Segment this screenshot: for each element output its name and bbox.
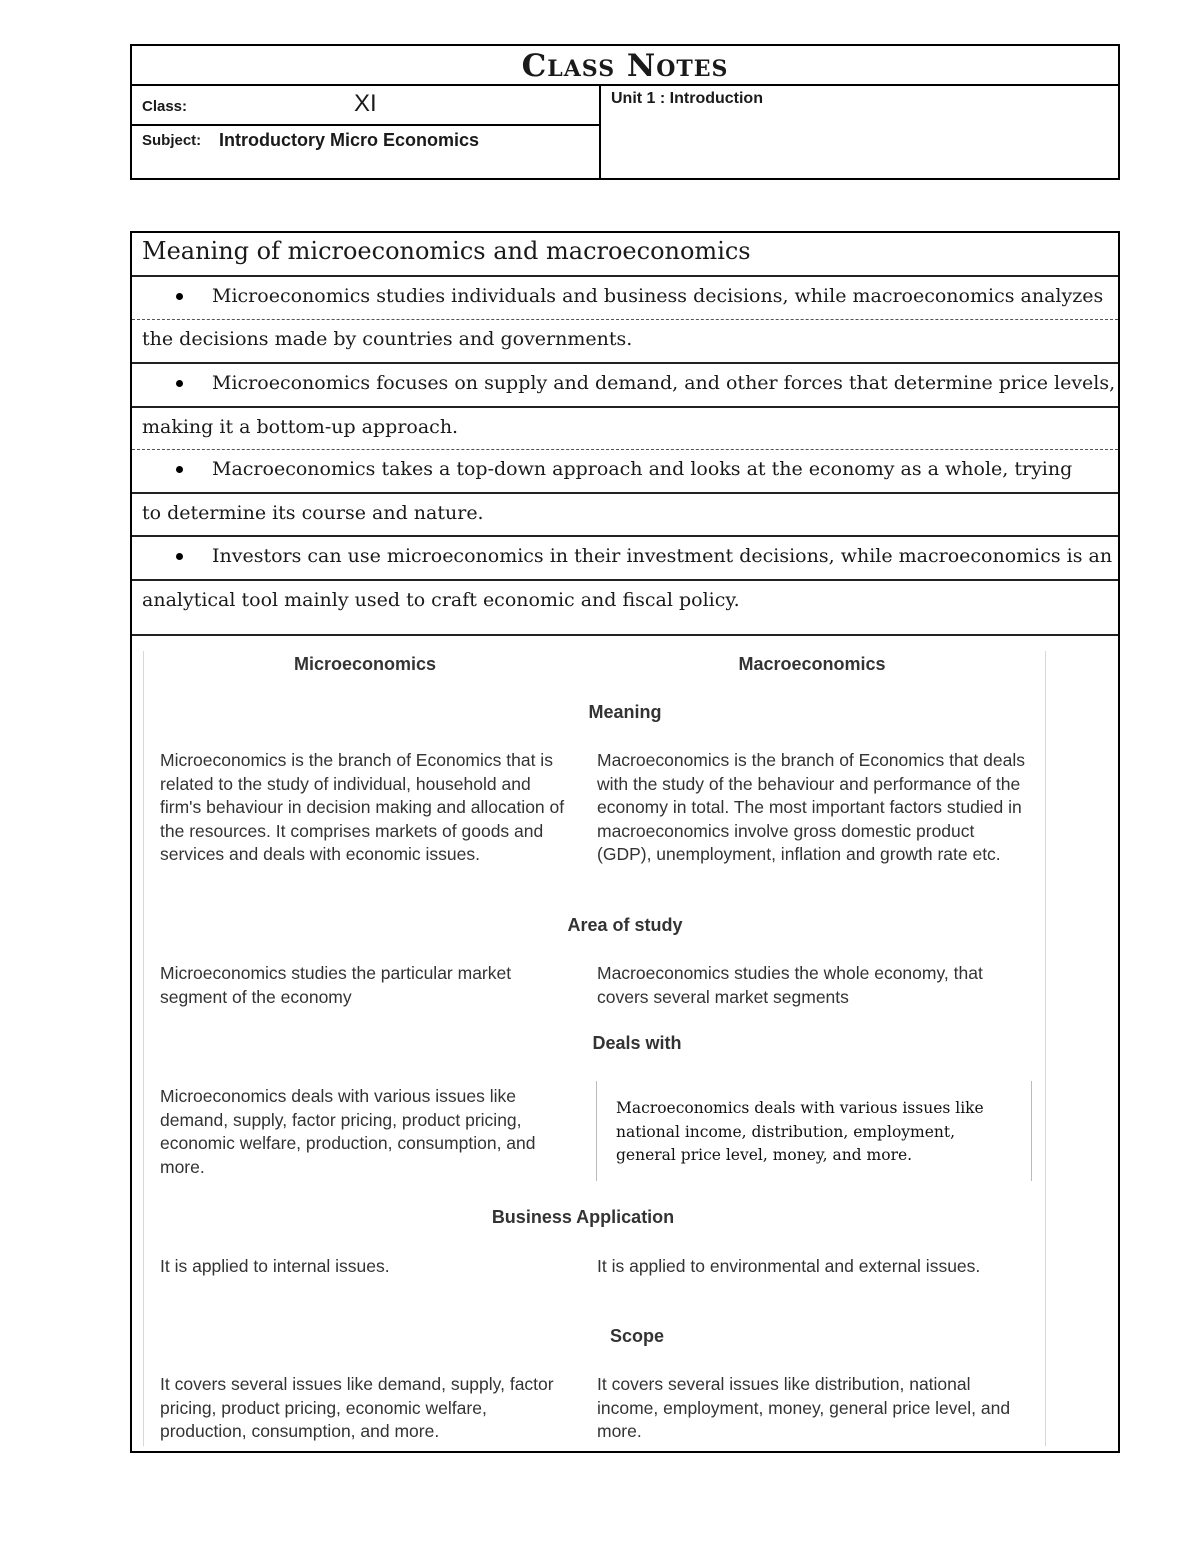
row-label: Scope [609, 1326, 665, 1346]
micro-cell: It covers several issues like demand, supply, factor pricing, product pricing, economic welfare, production, consumption, and more. [160, 1374, 554, 1441]
class-notes-header [130, 44, 1120, 180]
column-header-macro: Macroeconomics [738, 654, 886, 674]
header-title: Class Notes [132, 46, 1118, 86]
bullet-continuation: making it a bottom-up approach. [132, 406, 1118, 449]
bullet-point: Macroeconomics takes a top-down approach and looks at the economy as a whole, trying [132, 449, 1118, 493]
subject-value: Introductory Micro Economics [219, 130, 480, 150]
table-divider [1031, 1081, 1032, 1181]
row-label: Area of study [567, 915, 683, 935]
row-label: Deals with [592, 1033, 682, 1053]
macro-cell: Macroeconomics studies the whole economy, that covers several market segments [597, 963, 983, 1007]
bullet-point: Investors can use microeconomics in their investment decisions, while macroeconomics is an [132, 535, 1118, 579]
bullet-icon [176, 293, 183, 300]
bullet-point: Microeconomics focuses on supply and demand, and other forces that determine price levels, [132, 362, 1118, 406]
subject-label: Subject: [142, 132, 202, 149]
comparison-table [132, 634, 1118, 1453]
table-divider [596, 1081, 597, 1181]
bullet-continuation: analytical tool mainly used to craft economic and fiscal policy. [132, 579, 1118, 622]
row-label: Meaning [588, 702, 662, 722]
unit-cell [601, 86, 1118, 180]
column-header-micro: Microeconomics [293, 654, 437, 674]
macro-cell: It covers several issues like distribution, national income, employment, money, general price level, and more. [597, 1374, 1011, 1441]
subject-cell [132, 126, 601, 180]
bullet-continuation: the decisions made by countries and governments. [132, 319, 1118, 362]
macro-cell: Macroeconomics deals with various issues like national income, distribution, employment, general price level, money, and more. [616, 1099, 984, 1164]
notes-content [130, 231, 1120, 1453]
micro-cell: Microeconomics studies the particular market segment of the economy [160, 963, 512, 1007]
class-value: XI [354, 90, 377, 117]
unit-label: Unit 1 : Introduction [611, 90, 763, 107]
class-cell [132, 86, 601, 126]
micro-cell: Microeconomics deals with various issues like demand, supply, factor pricing, product pricing, economic welfare, production, consumption, and more. [160, 1086, 536, 1177]
section-heading: Meaning of microeconomics and macroeconomics [142, 237, 751, 265]
row-label: Business Application [491, 1207, 675, 1227]
bullet-continuation: to determine its course and nature. [132, 492, 1118, 535]
micro-cell: Microeconomics is the branch of Economics that is related to the study of individual, household and firm's behaviour in decision making and allocation of the resources. It comprises markets of goods and services and deals with economic issues. [160, 750, 565, 864]
bullet-point: Microeconomics studies individuals and business decisions, while macroeconomics analyzes [132, 275, 1118, 319]
bullet-icon [176, 466, 183, 473]
bullet-icon [176, 553, 183, 560]
macro-cell: It is applied to environmental and external issues. [597, 1256, 981, 1276]
class-label: Class: [142, 98, 188, 115]
bullet-icon [176, 380, 183, 387]
macro-cell: Macroeconomics is the branch of Economics that deals with the study of the behaviour and performance of the economy in total. The most important factors studied in macroeconomics involve gross domestic product (GDP), unemployment, inflation and growth rate etc. [597, 750, 1025, 864]
micro-cell: It is applied to internal issues. [160, 1256, 390, 1276]
